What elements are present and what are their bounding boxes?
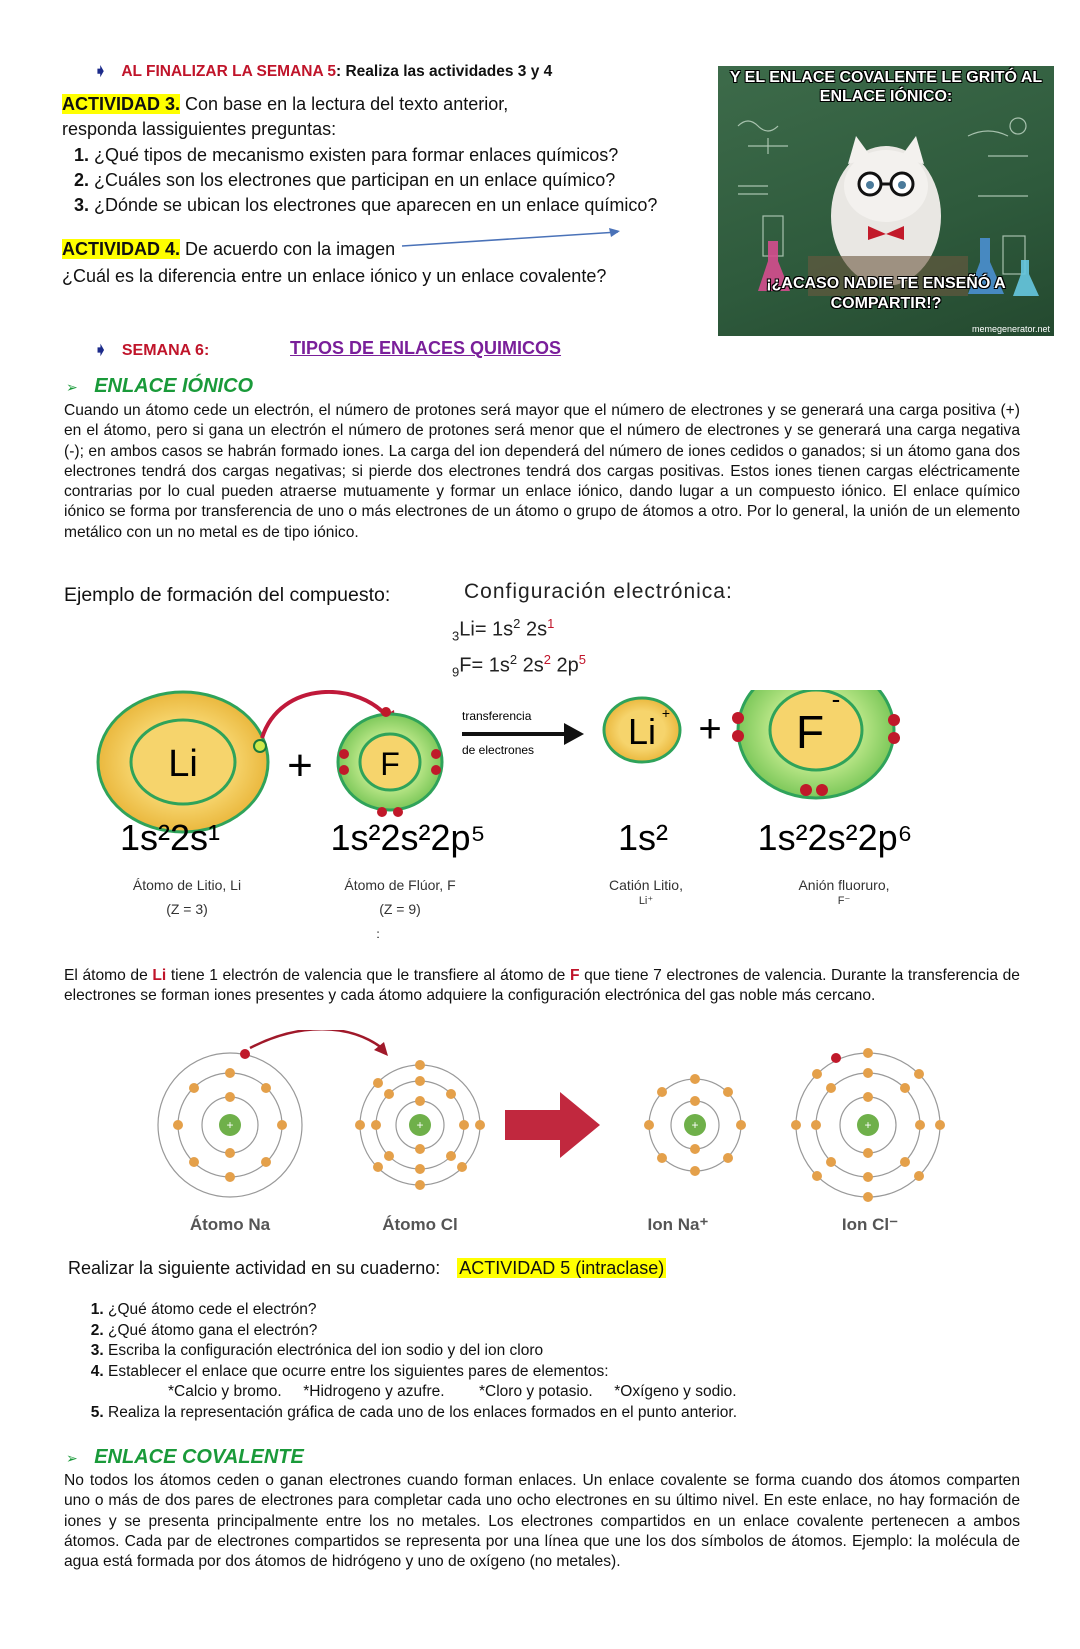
cl-ion-label: Ion Cl⁻ — [841, 1215, 899, 1234]
pointer-arrow — [400, 222, 630, 252]
f-z: (Z = 9) — [379, 901, 421, 917]
li-symbol: Li — [168, 743, 198, 785]
activity-5-intro: Realizar la siguiente actividad en su cuaderno: — [68, 1258, 441, 1278]
week5-line — [94, 62, 552, 81]
svg-text:+: + — [661, 705, 671, 721]
question-item: 1. ¿Qué tipos de mecanismo existen para formar enlaces químicos? — [94, 143, 702, 168]
li-ion-configuration: 1s² — [617, 817, 669, 858]
li-z: (Z = 3) — [166, 901, 208, 917]
svg-text:+: + — [691, 1118, 699, 1132]
f-symbol: F — [380, 746, 400, 782]
li-atom — [98, 692, 268, 832]
config-title: Configuración electrónica: — [464, 580, 733, 603]
transfer-paragraph: El átomo de Li tiene 1 electrón de valencia que le transfiere al átomo de F que tiene 7 electrones de valencia. Durante la transferencia de electrones se forman iones presentes y cada átomo adquiere la configuración electrónica del gas noble más cercano. — [64, 967, 1020, 1005]
f-ion-configuration: 1s²2s²2p⁶ — [757, 817, 913, 858]
meme-top-text: Y EL ENLACE COVALENTE LE GRITÓ AL ENLACE IÓNICO: — [729, 69, 1043, 105]
svg-text:-: - — [831, 690, 841, 714]
plus-sign: + — [287, 741, 313, 790]
activity-4-question: ¿Cuál es la diferencia entre un enlace iónico y un enlace covalente? — [62, 266, 607, 286]
activity-3-text-2: responda lassiguientes preguntas: — [62, 119, 337, 139]
week6-label: SEMANA 6: — [121, 342, 210, 359]
transferred-electron-icon — [240, 1049, 250, 1059]
activity-3-label: ACTIVIDAD 3. — [62, 94, 181, 114]
ionic-diagram-lif — [90, 690, 990, 940]
activity-4-text: De acuerdo con la imagen — [180, 239, 396, 259]
example-label: Ejemplo de formación del compuesto: — [64, 584, 391, 606]
big-arrow-icon — [505, 1092, 600, 1158]
week6-title: TIPOS DE ENLACES QUIMICOS — [290, 338, 562, 358]
meme-watermark: memegenerator.net — [971, 324, 1050, 334]
list-item: 2. ¿Qué átomo gana el electrón? — [108, 1321, 1008, 1342]
stray-colon: : — [376, 927, 380, 940]
covalent-paragraph: No todos los átomos ceden o ganan electrones cuando forman enlaces. Un enlace covalente se forma cuando dos átomos comparten uno o más de dos pares de electrones para completar cada uno ocho electrones en su último nivel. En este enlace, no hay formación de iones y se presenta principalmente entre los no metales. Los electrones compartidos en un enlace covalente pertenecen a ambos átomos. Cada par de electrones compartidos se representa por una línea que une los dos símbolos de átomos. Ejemplo: la molécula de agua está formada por dos átomos de hidrógeno y uno de oxígeno (no metales). — [64, 1472, 1020, 1571]
f-ion-symbol: F — [795, 706, 825, 758]
activity-5-list — [76, 1300, 1008, 1423]
ionic-paragraph: Cuando un átomo cede un electrón, el número de protones será mayor que el número de electrones y se generará una carga positiva (+) en el átomo, pero si gana un electrón el número de protones será menor que el número de electrones y se generará una carga negativa (-); en ambos casos se habrán formado iones. La carga del ion dependerá del número de iones cedidos o ganados; si un átomo gana dos electrones tendrá dos cargas negativas; si pierde dos electrones tendrá dos cargas positivas. Estos iones tienen cargas eléctricamente contrarias por lo cual pueden atraerse mutuamente y formar un enlace iónico, dando lugar a un compuesto iónico. El enlace químico iónico se forma por transferencia de uno o más electrones de un átomo o grupo de átomos a otro. Por lo general, la unión de un elemento metálico con un no metal es de tipo iónico. — [64, 402, 1020, 541]
valence-electron-icon — [254, 740, 266, 752]
list-item: 1. ¿Qué átomo cede el electrón? — [108, 1300, 1008, 1321]
li-ion — [604, 698, 680, 762]
list-item: 5. Realiza la representación gráfica de cada uno de los enlaces formados en el punto anterior. — [108, 1403, 1008, 1424]
bullet-arrow-icon: ➧ — [94, 63, 107, 80]
svg-text:+: + — [864, 1118, 872, 1132]
f-ion — [732, 690, 900, 798]
f-ion-name: Anión fluoruro, — [798, 877, 890, 893]
f-ion-sym: F⁻ — [837, 895, 851, 907]
covalent-heading: ➢ ENLACE COVALENTE — [66, 1446, 304, 1468]
activity-3-questions — [62, 143, 702, 218]
svg-text:+: + — [226, 1118, 234, 1132]
element-pairs: *Calcio y bromo. *Hidrogeno y azufre. *Cloro y potasio. *Oxígeno y sodio. — [168, 1383, 737, 1400]
na-ion-label: Ion Na⁺ — [647, 1215, 709, 1234]
question-item: 2. ¿Cuáles son los electrones que participan en un enlace químico? — [94, 168, 702, 193]
week5-rest: : Realiza las actividades 3 y 4 — [336, 63, 553, 80]
plus-sign: + — [698, 707, 722, 751]
ionic-heading: ➢ ENLACE IÓNICO — [66, 375, 254, 397]
list-item: 4. Establecer el enlace que ocurre entre los siguientes pares de elementos: *Calcio y bromo. *Hidrogeno y azufre. *Cloro y potasio. *Oxígeno y sodio. — [108, 1362, 1008, 1403]
config-li: $_3Li= 1s^2$ $2s^1$ — [452, 616, 555, 644]
chevron-right-icon: ➢ — [66, 379, 78, 395]
cl-label: Átomo Cl — [382, 1215, 458, 1234]
li-configuration: 1s²2s¹ — [119, 817, 221, 858]
svg-text:+: + — [416, 1118, 424, 1132]
f-name: Átomo de Flúor, F — [344, 877, 456, 893]
li-ion-name: Catión Litio, — [609, 877, 683, 893]
config-f: $_9F= 1s^2$ $2s^2$ $2p^5$ — [452, 652, 587, 680]
chevron-right-icon: ➢ — [66, 1450, 78, 1466]
list-item: 3. Escriba la configuración electrónica del ion sodio y del ion cloro — [108, 1341, 1008, 1362]
transfer-label-2: de electrones — [462, 743, 535, 757]
activity-4-label: ACTIVIDAD 4. — [62, 239, 181, 259]
activity-5-label: ACTIVIDAD 5 (intraclase) — [459, 1258, 665, 1278]
activity-3 — [62, 92, 702, 218]
bullet-arrow-icon: ➧ — [94, 342, 108, 359]
week5-label: AL FINALIZAR LA SEMANA 5 — [121, 63, 337, 80]
activity-5-line — [68, 1258, 666, 1279]
transfer-label-1: transferencia — [462, 709, 532, 723]
week6-line — [94, 340, 209, 360]
ionic-diagram-nacl — [150, 1030, 950, 1240]
meme-bottom-text: ¡¿ACASO NADIE TE ENSEÑÓ A COMPARTIR!? — [766, 275, 1006, 312]
li-name: Átomo de Litio, Li — [132, 877, 242, 893]
question-item: 3. ¿Dónde se ubican los electrones que aparecen en un enlace químico? — [94, 193, 702, 218]
meme-image — [718, 66, 1054, 336]
li-ion-symbol: Li — [627, 711, 657, 752]
gained-electron-icon — [831, 1053, 841, 1063]
f-configuration: 1s²2s²2p⁵ — [330, 817, 486, 858]
na-label: Átomo Na — [189, 1215, 271, 1234]
transfer-curve-arrow — [250, 1030, 382, 1048]
f-atom — [338, 707, 442, 817]
li-ion-sym: Li⁺ — [638, 895, 654, 907]
activity-3-text: Con base en la lectura del texto anterior, — [180, 94, 509, 114]
